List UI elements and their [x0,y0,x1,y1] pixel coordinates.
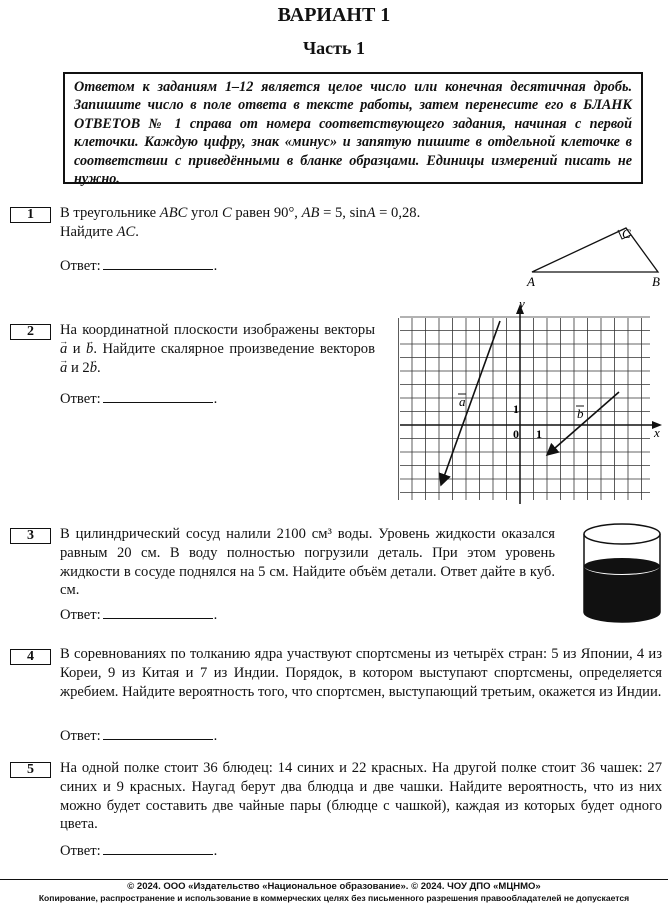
vector-b [547,392,619,455]
task-3-answer: Ответ: . [60,607,218,623]
vertex-b-label: B [652,274,660,289]
answer-field[interactable] [103,842,213,855]
task-number-3: 3 [10,528,51,544]
vector-a [441,321,500,485]
task-4-text: В соревнованиях по толканию ядра участвуют спортсмены из четырёх стран: 5 из Японии, 4 из Кореи, 9 из Китая и 7 из Индии. Порядок, в котором выступают спортсмены, определяется жребием. Найдите вероятность того, что спортсмен, выступающий третьим, окажется из Индии. [60,646,662,700]
footer-notice: Копирование, распространение и использование в коммерческих целях без письменного разрешения правообладателей не допускается [38,893,630,903]
vertex-a-label: A [527,274,535,289]
y-axis-label: y [519,298,525,311]
task-number-1: 1 [10,207,51,223]
task-1-text: В треугольнике ABC угол C равен 90°, AB = 5, sinA = 0,28. Найдите AC. [60,205,421,240]
grid-lines [399,317,651,500]
cylinder-figure [578,520,666,626]
vector-b-label: b [577,406,584,421]
footer-divider [0,879,668,880]
answer-label: Ответ: [60,843,101,859]
vertex-c-label: C [622,226,631,241]
origin-label: 0 [513,427,519,441]
y-unit-label: 1 [513,402,519,416]
task-4-answer: Ответ: . [60,728,218,744]
task-number-4: 4 [10,649,51,665]
x-unit-label: 1 [536,427,542,441]
footer-copyright: © 2024. ООО «Издательство «Национальное образование». © 2024. ЧОУ ДПО «МЦНМО» [127,881,541,892]
vector-a-label: a [459,394,466,409]
answer-field[interactable] [103,727,213,740]
answer-label: Ответ: [60,391,101,407]
task-2-text: На координатной плоскости изображены векторы → a и → b. Найдите скалярное произведение векторов → a и 2→ b. [60,321,375,377]
task-number-2: 2 [10,324,51,340]
x-axis-label: x [654,425,660,440]
answer-field[interactable] [103,390,213,403]
liquid [584,566,660,622]
instructions-text: Ответом к заданиям 1–12 является целое число или конечная десятичная дробь. Запишите число в поле ответа в тексте работы, затем перенесите его в БЛАНК ОТВЕТОВ № 1 справа от номера соответствующего задания, начиная с первой клеточки. Каждую цифру, знак «минус» и запятую пишите в отдельной клеточке в соответствии с приведёнными в бланке образцами. Единицы измерений писать не нужно. [74,79,632,188]
answer-label: Ответ: [60,258,101,274]
answer-label: Ответ: [60,728,101,744]
task-3-text: В цилиндрический сосуд налили 2100 см³ воды. Уровень жидкости оказался равным 20 см. В воду полностью погрузили деталь. При этом уровень жидкости в сосуде поднялся на 5 см. Найдите объём детали. Ответ дайте в куб. см. [60,526,555,599]
triangle-shape [532,228,658,272]
task-5-answer: Ответ: . [60,843,218,859]
instructions-box [63,72,643,188]
task-number-5: 5 [10,762,51,778]
answer-field[interactable] [103,606,213,619]
variant-title: ВАРИАНТ 1 [277,4,391,26]
answer-field[interactable] [103,257,213,270]
answer-label: Ответ: [60,607,101,623]
coordinate-plane-figure [396,298,668,508]
task-2-answer: Ответ: . [60,391,218,407]
task-1-answer: Ответ: . [60,258,218,274]
part-title: Часть 1 [302,38,366,58]
triangle-figure [522,224,668,290]
task-5-text: На одной полке стоит 36 блюдец: 14 синих и 22 красных. На другой полке стоит 36 чашек: 27 синих и 9 красных. Наугад берут два блюдца и две чашки. Найдите вероятность, что из них можно будет составить две чайные пары (блюдце с чашкой), каждая из которых будет одного цвета. [60,760,662,833]
